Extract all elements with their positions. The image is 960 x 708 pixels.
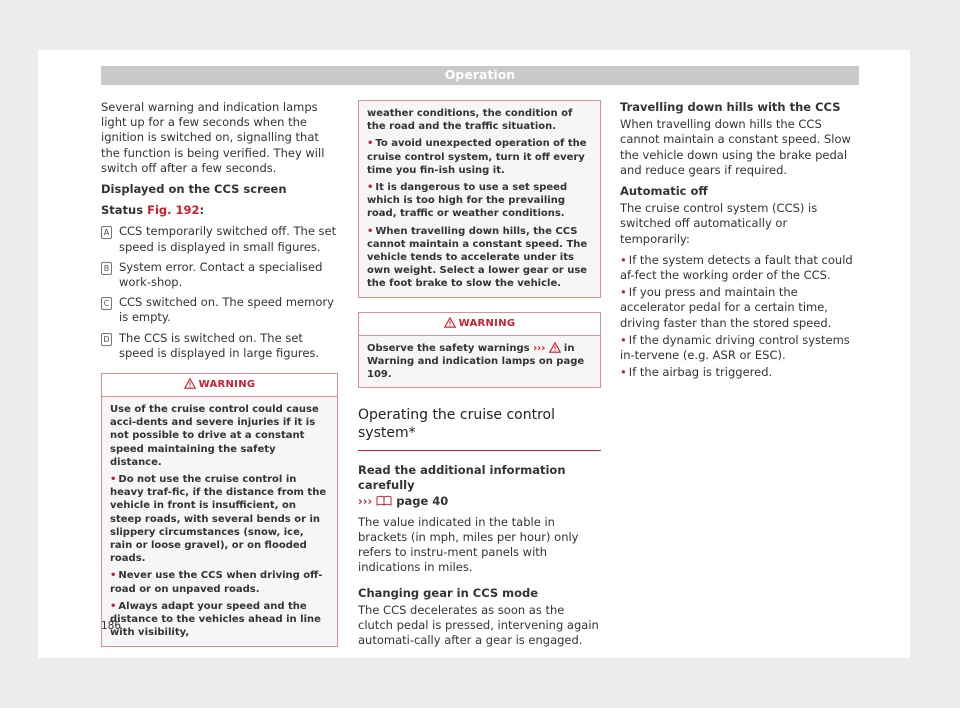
warning-bullet-text: Do not use the cruise control in heavy traf-fic, if the distance from the vehicle in front is insufficient, on steep roads, with several bends or in slippery circumstances (snow, ice, rain or loose gravel), or on flooded roads. xyxy=(110,474,327,565)
warning-triangle-icon xyxy=(184,378,196,389)
column-2 xyxy=(358,100,601,654)
warning-header xyxy=(102,374,337,397)
status-item-a xyxy=(101,224,338,254)
auto-off-list xyxy=(620,253,858,381)
page-title: Operation xyxy=(444,67,516,82)
letter-d-badge: D xyxy=(101,333,112,346)
warning-bullet: • Always adapt your speed and the distance to the vehicles ahead in line with visibility, xyxy=(110,600,321,639)
warning-bullet: • To avoid unexpected operation of the cruise control system, turn it off every time you fin-ish using it. xyxy=(367,138,587,176)
list-item-text: If you press and maintain the accelerator pedal for a certain time, driving faster than the stored speed. xyxy=(620,285,832,330)
displayed-heading: Displayed on the CCS screen xyxy=(101,182,287,197)
warning-bullet-text: Never use the CCS when driving off-road or on unpaved roads. xyxy=(110,570,323,595)
warning-box-1 xyxy=(101,373,338,646)
status-list xyxy=(101,224,338,361)
list-item: • If you press and maintain the accelerator pedal for a certain time, driving faster than the stored speed. xyxy=(620,285,832,330)
warning-box-1-continued xyxy=(358,100,601,298)
reference-arrows[interactable]: ››› xyxy=(533,342,546,354)
warning-text-pre: Observe the safety warnings xyxy=(367,342,530,354)
auto-off-text: The cruise control system (CCS) is switched off automatically or temporarily: xyxy=(620,201,818,246)
status-label: Status xyxy=(101,203,144,218)
read-more-reference[interactable] xyxy=(358,494,601,509)
warning-body xyxy=(359,101,600,297)
warning-intro: Use of the cruise control could cause acci-dents and severe injuries if it is not possible to drive at a constant speed maintaining the safety distance. xyxy=(110,404,319,468)
warning-body xyxy=(102,397,337,645)
status-item-text: The CCS is switched on. The set speed is displayed in large figures. xyxy=(119,330,320,360)
read-more-heading: Read the additional information carefully xyxy=(358,463,566,493)
list-item-text: If the dynamic driving control systems in-tervene (e.g. ASR or ESC). xyxy=(620,332,850,363)
status-line xyxy=(101,203,338,218)
column-3 xyxy=(620,100,858,382)
warning-triangle-icon xyxy=(444,317,456,328)
header-bar xyxy=(101,66,859,85)
column-1 xyxy=(101,100,338,647)
reference-arrows: ››› xyxy=(358,493,373,508)
warning-body xyxy=(359,336,600,388)
list-item-text: If the airbag is triggered. xyxy=(628,365,773,380)
section-title: Operating the cruise control system* xyxy=(358,407,555,442)
book-icon xyxy=(376,495,392,506)
warning-bullet-text: To avoid unexpected operation of the cruise control system, turn it off every time you fin-ish using it. xyxy=(367,138,587,176)
warning-bullet: • It is dangerous to use a set speed which is too high for the prevailing road, traffic or weather conditions. xyxy=(367,182,568,220)
warning-bullet: • Do not use the cruise control in heavy traf-fic, if the distance from the vehicle in front is insufficient, on steep roads, with several bends or in slippery circumstances (snow, ice, rain or loose gravel), or on flooded roads. xyxy=(110,474,327,565)
list-item: • If the airbag is triggered. xyxy=(620,365,773,380)
warning-title: WARNING xyxy=(198,379,256,391)
value-note: The value indicated in the table in brackets (in mph, miles per hour) only refers to instru-ment panels with indications in miles. xyxy=(358,514,579,575)
warning-box-2 xyxy=(358,312,601,389)
figure-link[interactable]: Fig. 192 xyxy=(147,203,200,218)
letter-b-badge: B xyxy=(101,262,112,275)
gear-heading: Changing gear in CCS mode xyxy=(358,585,539,600)
letter-a-badge: A xyxy=(101,226,112,239)
status-item-text: System error. Contact a specialised work-shop. xyxy=(119,259,323,290)
auto-off-heading: Automatic off xyxy=(620,184,708,199)
list-item: • If the dynamic driving control systems in-tervene (e.g. ASR or ESC). xyxy=(620,332,850,363)
warning-triangle-icon xyxy=(549,342,561,353)
warning-bullet-text: It is dangerous to use a set speed which is too high for the prevailing road, traffic or weather conditions. xyxy=(367,182,568,220)
list-item: • If the system detects a fault that could af-fect the working order of the CCS. xyxy=(620,252,853,283)
warning-title: WARNING xyxy=(458,317,516,329)
warning-text xyxy=(367,342,592,382)
gear-text: The CCS decelerates as soon as the clutch pedal is pressed, intervening again automati-cally after a gear is engaged. xyxy=(358,602,599,648)
status-item-d xyxy=(101,331,338,361)
status-colon: : xyxy=(199,203,205,218)
warning-reference-link[interactable]: in Warning and indication lamps on page 109. xyxy=(367,342,585,381)
intro-paragraph: Several warning and indication lamps light up for a few seconds when the ignition is switched on, signalling that the function is being verified. They will switch off after a few seconds. xyxy=(101,100,325,175)
letter-c-badge: C xyxy=(101,297,112,310)
hills-text: When travelling down hills the CCS cannot maintain a constant speed. Slow the vehicle down using the brake pedal and reduce gears if required. xyxy=(620,117,851,177)
status-item-text: CCS switched on. The speed memory is empty. xyxy=(119,295,334,325)
status-item-text: CCS temporarily switched off. The set speed is displayed in small figures. xyxy=(119,224,337,254)
warning-bullet-text: When travelling down hills, the CCS cannot maintain a constant speed. The vehicle tends to accelerate under its own weight. Select a lower gear or use the foot brake to slow the vehicle. xyxy=(367,225,588,290)
page-reference: page 40 xyxy=(396,493,449,508)
page-number: 186 xyxy=(101,620,122,632)
warning-intro: weather conditions, the condition of the road and the traffic situation. xyxy=(367,108,573,133)
warning-bullet: • When travelling down hills, the CCS cannot maintain a constant speed. The vehicle tends to accelerate under its own weight. Select a lower gear or use the foot brake to slow the vehicle. xyxy=(367,225,588,290)
status-item-c xyxy=(101,295,338,325)
section-divider xyxy=(358,450,601,451)
warning-bullet-text: Always adapt your speed and the distance to the vehicles ahead in line with visibility, xyxy=(110,600,321,639)
list-item-text: If the system detects a fault that could af-fect the working order of the CCS. xyxy=(620,252,853,283)
warning-header xyxy=(359,313,600,336)
warning-bullet: • Never use the CCS when driving off-road or on unpaved roads. xyxy=(110,570,323,595)
status-item-b xyxy=(101,260,338,290)
hills-heading: Travelling down hills with the CCS xyxy=(620,100,841,114)
